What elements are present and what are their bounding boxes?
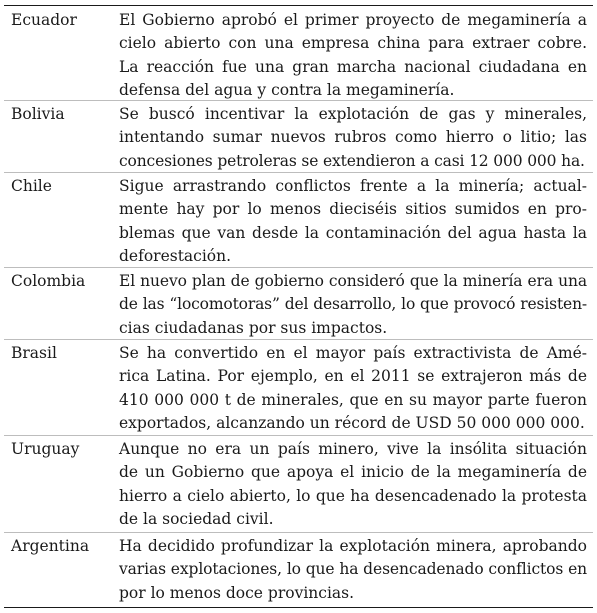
description-line: Aunque no era un país minero, vive la insólita situación (119, 440, 587, 458)
description-line: cielo abierto con una empresa china para extraer cobre. (119, 34, 587, 53)
table-row-bolivia (4, 100, 593, 173)
description-line: 410 000 000 t de minerales, que en su mayor parte fueron (119, 390, 587, 409)
description-line: concesiones petroleras se extendieron a casi 12 000 000 ha. (119, 151, 585, 170)
description-line: El nuevo plan de gobierno consideró que la minería era una (119, 272, 587, 290)
description-line: de las “locomotoras” del desarrollo, lo que provocó resisten- (119, 295, 587, 314)
description-line: blemas que van desde la contaminación del agua hasta la (119, 223, 587, 242)
country-cell: Argentina (11, 537, 90, 555)
table-row-argentina (4, 532, 593, 608)
description-line: por lo menos doce provincias. (119, 583, 355, 602)
country-cell: Brasil (11, 344, 57, 362)
table-row-chile (4, 172, 593, 268)
description-line: cias ciudadanas por sus impactos. (119, 318, 388, 337)
description-cell (119, 342, 587, 436)
description-line: deforestación. (119, 247, 232, 266)
country-cell: Bolivia (11, 105, 65, 123)
description-cell (119, 175, 587, 269)
description-line: rica Latina. Por ejemplo, en el 2011 se extrajeron más de (119, 367, 587, 386)
country-cell: Chile (11, 177, 52, 195)
table-row-brasil (4, 339, 593, 436)
description-line: intentando sumar nuevos rubros como hierro o litio; las (119, 128, 587, 147)
description-line: Sigue arrastrando conflictos frente a la minería; actual- (119, 177, 587, 195)
description-line: de la sociedad civil. (119, 510, 274, 529)
country-cell: Ecuador (11, 11, 77, 29)
country-cell: Colombia (11, 272, 86, 290)
description-cell (119, 9, 587, 103)
description-cell (119, 103, 587, 173)
table-top-rule (4, 5, 593, 6)
description-cell (119, 270, 587, 340)
description-line: La reacción fue una gran marcha nacional ciudadana en (119, 57, 587, 76)
table-row-uruguay (4, 435, 593, 533)
description-line: El Gobierno aprobó el primer proyecto de megaminería a (119, 11, 587, 29)
description-line: hierro a cielo abierto, lo que ha desencadenado la protesta (119, 486, 587, 505)
description-line: Ha decidido profundizar la explotación minera, aprobando (119, 537, 587, 555)
description-line: defensa del agua y contra la megaminería. (119, 81, 455, 100)
description-line: varias explotaciones, lo que ha desencadenado conflictos en (119, 560, 588, 579)
description-line: Se ha convertido en el mayor país extractivista de Amé- (119, 344, 587, 362)
country-cell: Uruguay (11, 440, 80, 458)
table-bottom-rule (4, 607, 593, 608)
table-row-ecuador (4, 7, 593, 100)
description-line: exportados, alcanzando un récord de USD 50 000 000 000. (119, 414, 585, 433)
description-line: Se buscó incentivar la explotación de gas y minerales, (119, 105, 587, 123)
description-cell (119, 438, 587, 532)
table-row-colombia (4, 267, 593, 340)
description-line: mente hay por lo menos dieciséis sitios sumidos en pro- (119, 200, 587, 219)
description-line: de un Gobierno que apoya el inicio de la megaminería de (119, 463, 587, 482)
description-cell (119, 535, 587, 605)
